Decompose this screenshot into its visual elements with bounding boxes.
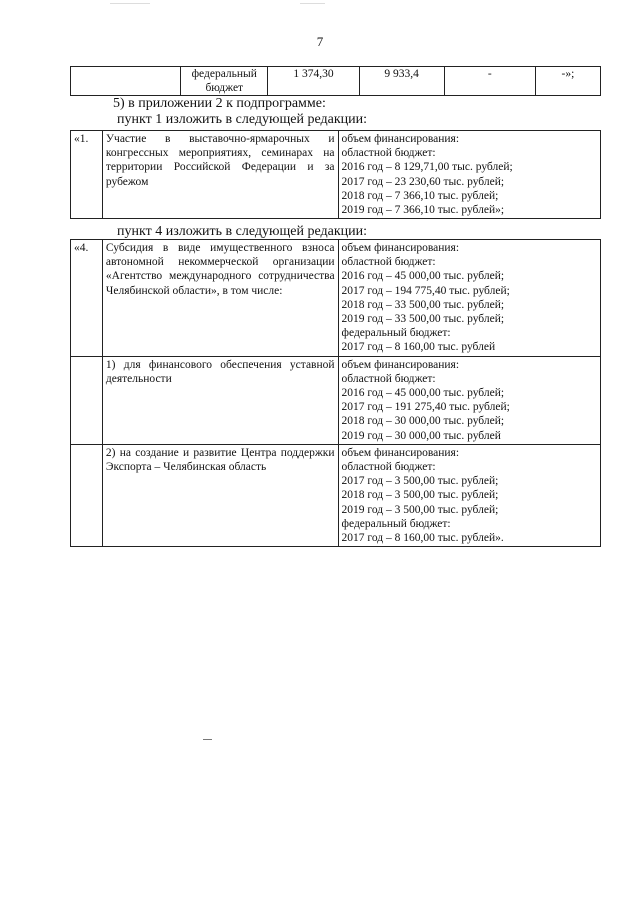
table-cell: 9 933,4 bbox=[359, 67, 444, 96]
financing-line: федеральный бюджет: bbox=[341, 517, 451, 530]
financing-line: 2017 год – 194 775,40 тыс. рублей; bbox=[341, 284, 510, 297]
financing-line: 2016 год – 8 129,71,00 тыс. рублей; bbox=[341, 161, 513, 174]
table-row bbox=[71, 67, 601, 96]
financing-line: объем финансирования: bbox=[341, 133, 460, 145]
scan-artifact bbox=[300, 3, 325, 4]
financing-line: 2017 год – 23 230,60 тыс. рублей; bbox=[341, 175, 505, 188]
financing-line: 2018 год – 33 500,00 тыс. рублей; bbox=[341, 298, 505, 311]
financing-line: областной бюджет: bbox=[341, 372, 436, 385]
financing-line: 2017 год – 3 500,00 тыс. рублей; bbox=[341, 475, 499, 488]
financing-line: 2016 год – 45 000,00 тыс. рублей; bbox=[341, 270, 505, 283]
scan-artifact bbox=[110, 3, 150, 4]
paragraph-item-1-intro: пункт 1 изложить в следующей редакции: bbox=[117, 112, 367, 127]
financing-line: 2018 год – 30 000,00 тыс. рублей; bbox=[341, 415, 505, 428]
item-description: Субсидия в виде имущественного взноса автономной некоммерческой организации «Агентство международного сотрудничества Челябинской области», в том числе: bbox=[102, 240, 338, 357]
item-description: Участие в выставочно-ярмарочных и конгрессных мероприятиях, семинарах на территории Российской Федерации и за рубежом bbox=[102, 131, 338, 219]
table-cell: -»; bbox=[535, 67, 600, 96]
scan-mark bbox=[203, 739, 212, 740]
financing-cell bbox=[338, 444, 600, 546]
table-cell: - bbox=[444, 67, 535, 96]
table-row bbox=[71, 444, 601, 546]
page-number: 7 bbox=[316, 34, 324, 49]
financing-line: 2018 год – 3 500,00 тыс. рублей; bbox=[341, 489, 499, 502]
financing-cell bbox=[338, 356, 600, 444]
table-row bbox=[71, 131, 601, 219]
table-cell bbox=[71, 67, 181, 96]
financing-line: объем финансирования: bbox=[341, 358, 460, 371]
financing-line: 2019 год – 7 366,10 тыс. рублей»; bbox=[341, 204, 505, 217]
paragraph-item-4-intro: пункт 4 изложить в следующей редакции: bbox=[117, 224, 367, 239]
financing-line: 2017 год – 8 160,00 тыс. рублей». bbox=[341, 532, 504, 545]
item-number: «1. bbox=[71, 131, 103, 219]
item-description: 2) на создание и развитие Центра поддержки Экспорта – Челябинская область bbox=[102, 444, 338, 546]
table-cell: 1 374,30 bbox=[268, 67, 359, 96]
continuation-table bbox=[70, 66, 601, 96]
financing-line: областной бюджет: bbox=[341, 256, 436, 269]
item-4-table bbox=[70, 239, 601, 547]
financing-line: областной бюджет: bbox=[341, 147, 436, 160]
financing-line: 2017 год – 8 160,00 тыс. рублей bbox=[341, 341, 496, 354]
item-number bbox=[71, 356, 103, 444]
financing-line: 2018 год – 7 366,10 тыс. рублей; bbox=[341, 189, 499, 202]
table-cell: федеральный бюджет bbox=[181, 67, 268, 96]
financing-line: 2016 год – 45 000,00 тыс. рублей; bbox=[341, 387, 505, 400]
financing-line: областной бюджет: bbox=[341, 461, 436, 474]
item-number bbox=[71, 444, 103, 546]
financing-line: 2019 год – 3 500,00 тыс. рублей; bbox=[341, 503, 499, 516]
financing-line: 2019 год – 30 000,00 тыс. рублей bbox=[341, 429, 501, 442]
item-number: «4. bbox=[71, 240, 103, 357]
table-row bbox=[71, 356, 601, 444]
financing-line: объем финансирования: bbox=[341, 242, 460, 254]
paragraph-item-5: 5) в приложении 2 к подпрограмме: bbox=[113, 96, 326, 111]
financing-line: 2019 год – 33 500,00 тыс. рублей; bbox=[341, 313, 505, 326]
financing-line: объем финансирования: bbox=[341, 446, 460, 459]
financing-line: федеральный бюджет: bbox=[341, 327, 451, 340]
financing-line: 2017 год – 191 275,40 тыс. рублей; bbox=[341, 401, 510, 414]
table-row bbox=[71, 240, 601, 357]
financing-cell bbox=[338, 131, 600, 219]
item-description: 1) для финансового обеспечения уставной деятельности bbox=[102, 356, 338, 444]
financing-cell bbox=[338, 240, 600, 357]
item-1-table bbox=[70, 130, 601, 219]
